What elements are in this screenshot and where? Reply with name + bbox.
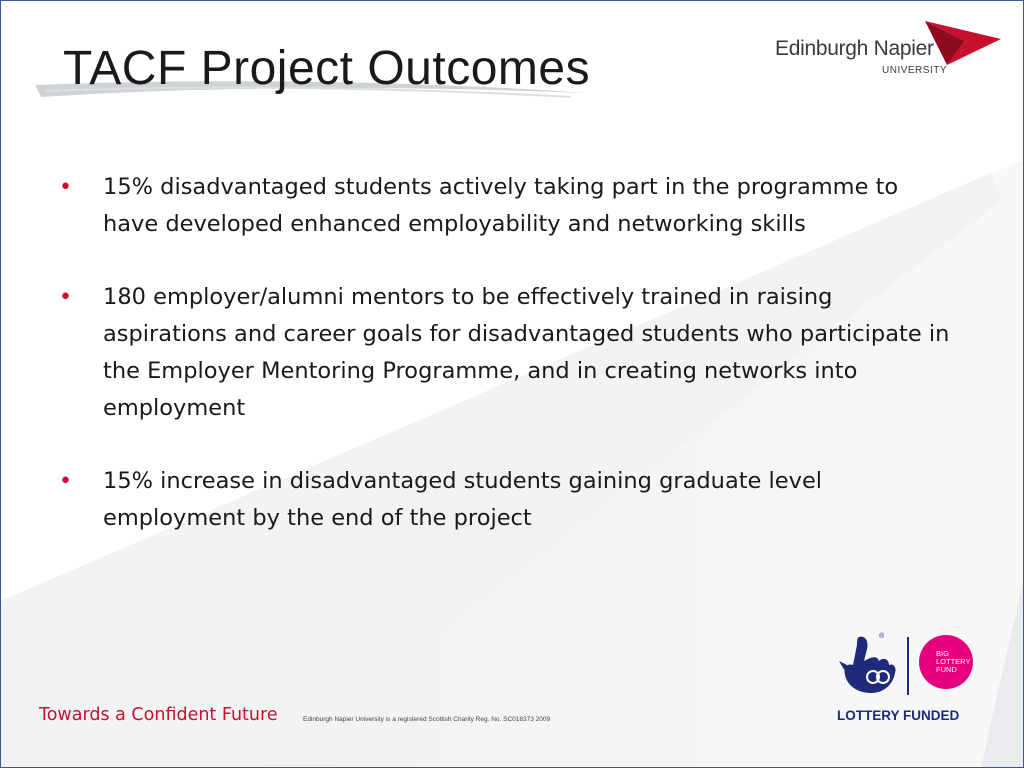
edinburgh-napier-logo [775,21,1001,85]
lottery-funded-logo [837,631,977,727]
list-item [59,169,959,243]
list-item [59,279,959,427]
bullet-marker: • [59,469,72,494]
big-lottery-fund-badge [919,635,973,689]
charity-registration-note: Edinburgh Napier University is a registered Scottish Charity Reg. No. SC018373 2009 [303,716,551,723]
red-arrow-icon [925,21,1001,65]
university-subtitle: UNIVERSITY [882,65,948,76]
badge-text: BIG LOTTERY FUND [936,649,971,674]
crossed-fingers-icon [837,631,899,697]
registered-mark: ® [879,633,885,640]
slide-title: TACF Project Outcomes [63,42,591,95]
bullet-text: 15% increase in disadvantaged students gaining graduate level employment by the end of the project [103,468,823,531]
bullet-text: 180 employer/alumni mentors to be effectively trained in raising aspirations and career goals for disadvantaged students who participate in the Employer Mentoring Programme, and in creating networks into employment [103,284,950,421]
university-name: Edinburgh Napier [775,37,934,60]
bullet-marker: • [59,175,72,200]
bullet-text: 15% disadvantaged students actively taking part in the programme to have developed enhanced employability and networking skills [103,174,899,237]
footer-tagline: Towards a Confident Future [39,705,278,725]
outcomes-list [59,169,959,573]
logo-divider [907,637,909,695]
list-item [59,463,959,537]
lottery-funded-label: LOTTERY FUNDED [837,708,960,723]
bullet-marker: • [59,285,72,310]
